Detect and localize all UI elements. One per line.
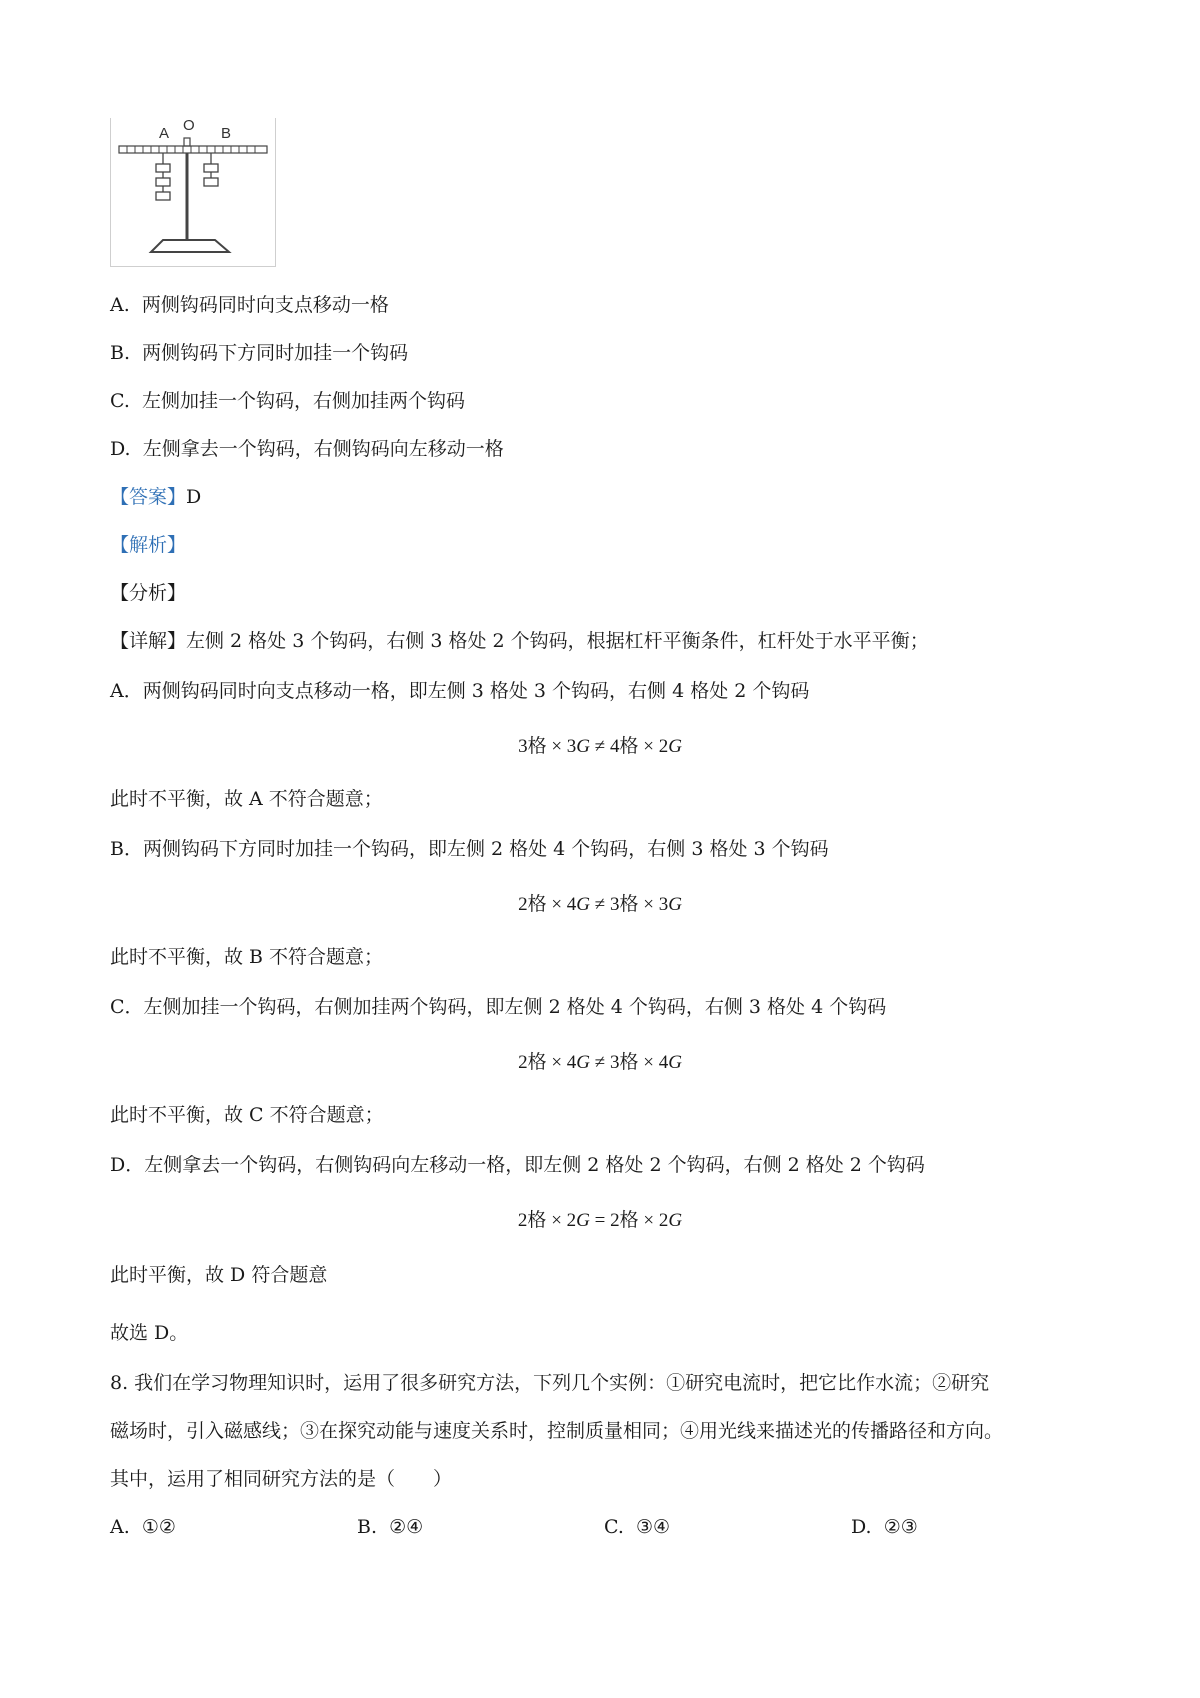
case-c-head: C．左侧加挂一个钩码，右侧加挂两个钩码，即左侧 2 格处 4 个钩码，右侧 3 格处 4 个钩码	[110, 996, 887, 1018]
analysis-tag: 【解析】	[110, 534, 187, 556]
final-answer: 故选 D。	[110, 1322, 189, 1344]
label-o: O	[183, 118, 195, 134]
lever-figure	[110, 118, 276, 267]
q7-option-d: D. 左侧拿去一个钩码，右侧钩码向左移动一格	[110, 438, 504, 460]
lever-diagram	[111, 118, 275, 266]
detail-line	[110, 628, 929, 654]
case-d-head: D．左侧拿去一个钩码，右侧钩码向左移动一格，即左侧 2 格处 2 个钩码，右侧 2 格处 2 个钩码	[110, 1154, 925, 1176]
lever-bar	[119, 146, 267, 153]
right-weights	[204, 153, 218, 186]
lever-base	[151, 240, 229, 252]
q8-option-b: B. ②④	[357, 1516, 424, 1538]
case-d-conclusion: 此时平衡，故 D 符合题意	[110, 1264, 328, 1286]
q8-line-2: 磁场时，引入磁感线；③在探究动能与速度关系时，控制质量相同；④用光线来描述光的传播路径和方向。	[110, 1420, 1004, 1442]
case-a-conclusion: 此时不平衡，故 A 不符合题意；	[110, 788, 383, 810]
q7-option-b: B. 两侧钩码下方同时加挂一个钩码	[110, 342, 409, 364]
q7-option-c: C. 左侧加挂一个钩码，右侧加挂两个钩码	[110, 390, 466, 412]
q8-line-3: 其中，运用了相同研究方法的是（ ）	[110, 1468, 453, 1490]
q8-option-c: C. ③④	[604, 1516, 671, 1538]
case-a-equation: 3格 × 3G ≠ 4格 × 2G	[518, 736, 682, 757]
q8-line-1: 8. 我们在学习物理知识时，运用了很多研究方法，下列几个实例：①研究电流时，把它比作水流；②研究	[110, 1372, 990, 1394]
case-b-equation: 2格 × 4G ≠ 3格 × 3G	[518, 894, 682, 915]
q8-option-d: D. ②③	[851, 1516, 918, 1538]
case-a-head: A．两侧钩码同时向支点移动一格，即左侧 3 格处 3 个钩码，右侧 4 格处 2 个钩码	[110, 680, 810, 702]
case-c-conclusion: 此时不平衡，故 C 不符合题意；	[110, 1104, 384, 1126]
q7-option-a: A. 两侧钩码同时向支点移动一格	[110, 294, 389, 316]
answer-tag: 【答案】	[110, 486, 187, 508]
case-c-equation: 2格 × 4G ≠ 3格 × 4G	[518, 1052, 682, 1073]
answer-line	[110, 484, 201, 510]
answer-value: D	[186, 486, 202, 508]
detail-text: 左侧 2 格处 3 个钩码，右侧 3 格处 2 个钩码，根据杠杆平衡条件，杠杆处于水平平衡；	[186, 630, 929, 652]
left-weights	[156, 153, 170, 200]
label-b: B	[221, 125, 232, 142]
case-b-head: B．两侧钩码下方同时加挂一个钩码，即左侧 2 格处 4 个钩码，右侧 3 格处 3 个钩码	[110, 838, 829, 860]
detail-tag: 【详解】	[110, 630, 187, 652]
label-a: A	[159, 125, 170, 142]
q8-option-a: A. ①②	[110, 1516, 176, 1538]
fenxi-tag: 【分析】	[110, 582, 187, 604]
case-b-conclusion: 此时不平衡，故 B 不符合题意；	[110, 946, 384, 968]
case-d-equation: 2格 × 2G = 2格 × 2G	[517, 1210, 683, 1231]
